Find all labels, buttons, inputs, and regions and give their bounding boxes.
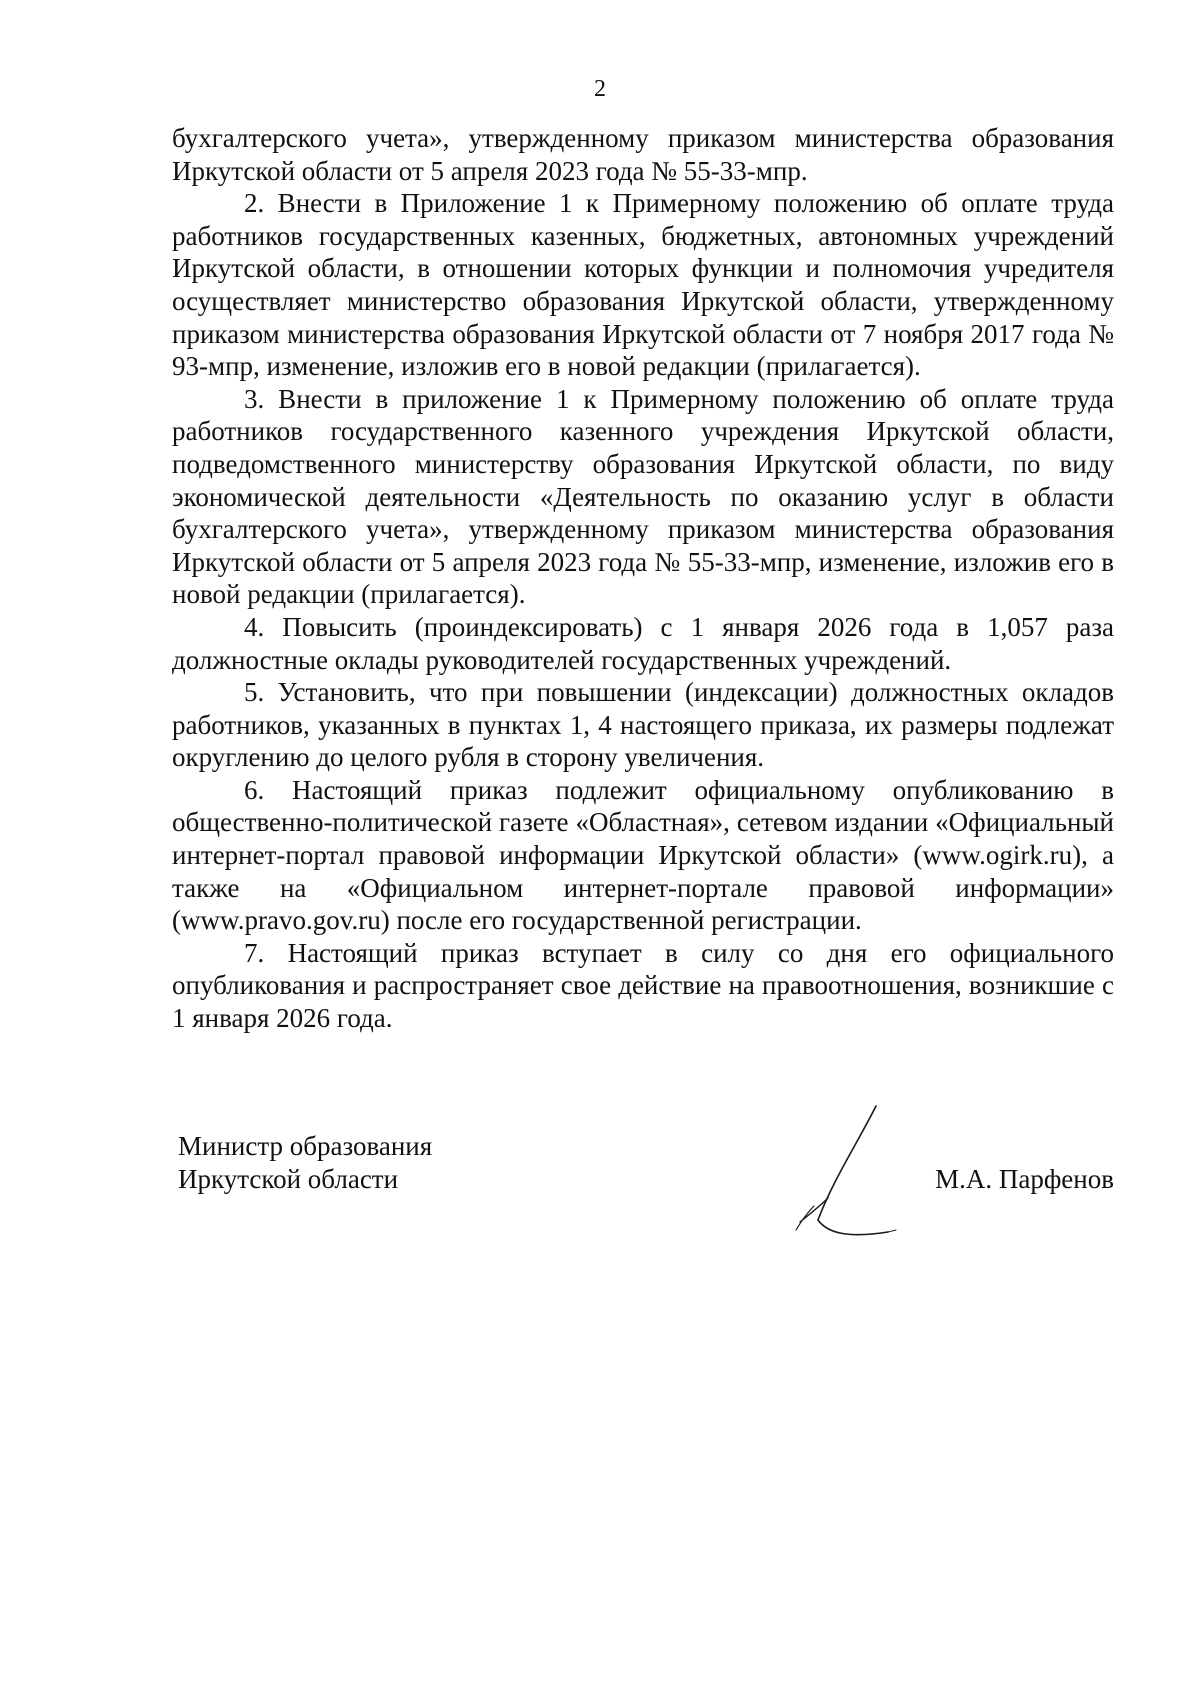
paragraph-item-7: 7. Настоящий приказ вступает в силу со дня его официального опубликования и распространяет свое действие на правоотношения, возникшие с 1 января 2026 года. [172,937,1114,1034]
paragraph-item-6: 6. Настоящий приказ подлежит официальному опубликованию в общественно-политической газете «Областная», сетевом издании «Официальный интернет-портал правовой информации Иркутской области» (www.ogirk.ru), а также на «Официальном интернет-портале правовой информации» (www.pravo.gov.ru) после его государственной регистрации. [172,774,1114,936]
paragraph-item-4: 4. Повысить (проиндексировать) с 1 января 2026 года в 1,057 раза должностные оклады руководителей государственных учреждений. [172,611,1114,675]
paragraph-item-5: 5. Установить, что при повышении (индексации) должностных окладов работников, указанных в пунктах 1, 4 настоящего приказа, их размеры подлежат округлению до целого рубля в сторону увеличения. [172,677,1114,773]
paragraph-item-3: 3. Внести в приложение 1 к Примерному положению об оплате труда работников государственного казенного учреждения Иркутской области, подведомственного министерству образования Иркутской области, по виду экономической деятельности «Деятельность по оказанию услуг в области бухгалтерского учета», утвержденному приказом министерства образования Иркутской области от 5 апреля 2023 года № 55-33-мпр, изменение, изложив его в новой редакции (прилагается). [172,383,1114,610]
paragraph-continuation: бухгалтерского учета», утвержденному приказом министерства образования Иркутской области от 5 апреля 2023 года № 55-33-мпр. [172,123,1114,186]
signatory-title [178,1130,432,1196]
page-number: 2 [594,76,606,102]
signatory-title-line-2: Иркутской области [178,1164,399,1194]
signatory-title-line-1: Министр образования [178,1131,433,1161]
document-body [172,122,1114,1035]
handwritten-signature-icon [784,1102,904,1252]
paragraph-item-2: 2. Внести в Приложение 1 к Примерному положению об оплате труда работников государственных казенных, бюджетных, автономных учреждений Иркутской области, в отношении которых функции и полномочия учредителя осуществляет министерство образования Иркутской области, утвержденному приказом министерства образования Иркутской области от 7 ноября 2017 года № 93-мпр, изменение, изложив его в новой редакции (прилагается). [172,188,1114,382]
signatory-name: М.А. Парфенов [935,1164,1114,1194]
signature-block [172,1130,1114,1250]
